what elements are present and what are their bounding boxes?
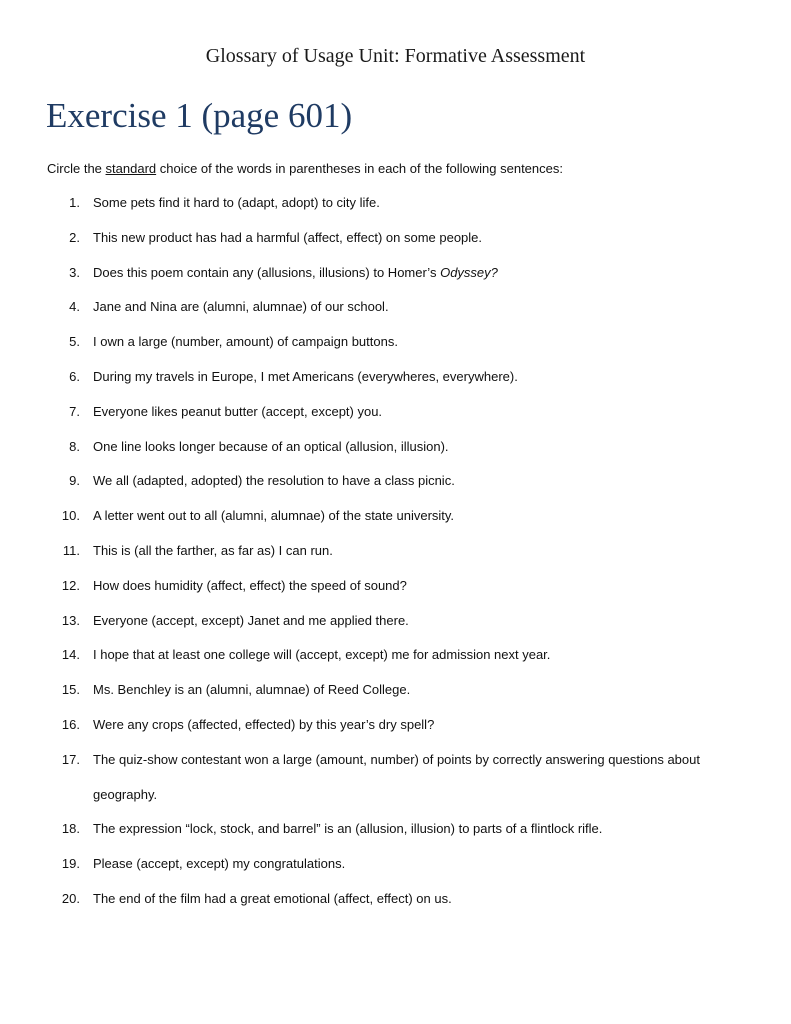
instructions-underlined: standard <box>105 161 157 176</box>
list-item <box>0 673 791 708</box>
list-item <box>0 569 791 604</box>
list-item <box>0 395 791 430</box>
list-item <box>0 499 791 534</box>
item-text: This new product has had a harmful (affect, effect) on some people. <box>93 229 483 245</box>
list-item <box>0 430 791 465</box>
item-number: 8. <box>69 438 80 454</box>
item-number: 5. <box>69 334 80 350</box>
item-number: 15. <box>61 682 80 698</box>
item-text-wrap <box>93 256 733 291</box>
item-text: One line looks longer because of an optical (allusion, illusion). <box>93 438 449 454</box>
instructions <box>47 161 563 176</box>
item-number: 11. <box>62 542 80 558</box>
item-number: 14. <box>61 647 80 663</box>
item-number: 19. <box>61 856 80 872</box>
item-number: 7. <box>69 403 80 419</box>
item-number: 6. <box>69 368 80 384</box>
instructions-before: Circle the <box>47 161 106 176</box>
list-item <box>0 221 791 256</box>
item-text: Everyone likes peanut butter (accept, except) you. <box>93 403 383 419</box>
list-item <box>0 708 791 743</box>
item-number: 20. <box>61 890 80 906</box>
list-item <box>0 847 791 882</box>
item-number: 10. <box>61 508 80 524</box>
list-item <box>0 638 791 673</box>
item-text: I hope that at least one college will (accept, except) me for admission next year. <box>93 647 551 663</box>
list-item <box>0 743 791 813</box>
list-item <box>0 604 791 639</box>
page-header-title: Glossary of Usage Unit: Formative Assessment <box>205 45 586 67</box>
item-number: 18. <box>61 821 80 837</box>
item-number: 4. <box>69 299 80 315</box>
list-item <box>0 325 791 360</box>
item-text: Were any crops (affected, effected) by this year’s dry spell? <box>93 716 435 732</box>
item-number: 3. <box>69 264 80 280</box>
item-number: 17. <box>61 751 80 767</box>
item-text: The end of the film had a great emotional (affect, effect) on us. <box>93 890 452 906</box>
item-text: The expression “lock, stock, and barrel” is an (allusion, illusion) to parts of a flintlock rifle. <box>93 821 603 837</box>
sentence-list <box>0 186 791 917</box>
item-text: During my travels in Europe, I met Americans (everywheres, everywhere). <box>93 368 518 384</box>
item-text: Everyone (accept, except) Janet and me applied there. <box>93 612 409 628</box>
item-text: How does humidity (affect, effect) the speed of sound? <box>93 577 407 593</box>
list-item <box>0 464 791 499</box>
item-italic-text: Odyssey? <box>440 264 498 280</box>
item-text: The quiz-show contestant won a large (amount, number) of points by correctly answering questions about geography. <box>93 751 700 802</box>
list-item <box>0 534 791 569</box>
item-text: Jane and Nina are (alumni, alumnae) of our school. <box>93 299 389 315</box>
item-text: This is (all the farther, as far as) I can run. <box>93 542 333 558</box>
list-item <box>0 256 791 291</box>
item-text: A letter went out to all (alumni, alumnae) of the state university. <box>93 508 455 524</box>
item-number: 13. <box>61 612 80 628</box>
instructions-after: choice of the words in parentheses in each of the following sentences: <box>156 161 563 176</box>
list-item <box>0 882 791 917</box>
item-text: Ms. Benchley is an (alumni, alumnae) of Reed College. <box>93 682 411 698</box>
list-item <box>0 812 791 847</box>
item-number: 9. <box>69 473 80 489</box>
list-item <box>0 290 791 325</box>
item-text: Some pets find it hard to (adapt, adopt) to city life. <box>93 195 380 210</box>
list-item <box>0 186 791 221</box>
item-number: 16. <box>61 716 80 732</box>
item-text: Does this poem contain any (allusions, illusions) to Homer’s <box>93 264 441 280</box>
item-number: 2. <box>69 229 80 245</box>
item-text: I own a large (number, amount) of campaign buttons. <box>93 334 398 350</box>
item-text: Please (accept, except) my congratulations. <box>93 856 346 872</box>
item-number: 1. <box>69 195 80 210</box>
exercise-title: Exercise 1 (page 601) <box>46 96 353 135</box>
list-item <box>0 360 791 395</box>
item-number: 12. <box>61 577 80 593</box>
item-text: We all (adapted, adopted) the resolution to have a class picnic. <box>93 473 455 489</box>
